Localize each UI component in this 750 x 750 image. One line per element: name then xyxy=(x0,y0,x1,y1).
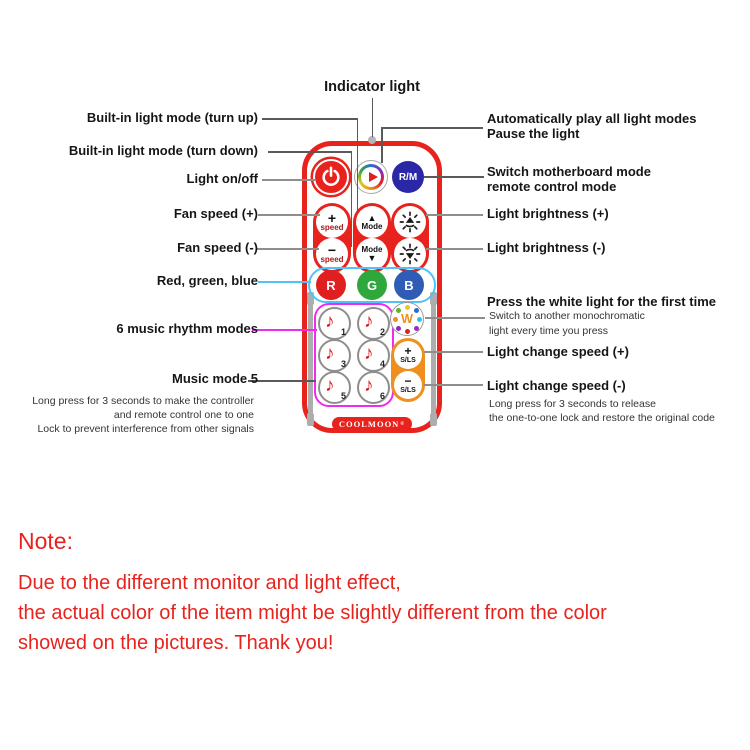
red-button[interactable]: R xyxy=(316,270,346,300)
mode-word: Mode xyxy=(361,244,383,254)
brightness-pill xyxy=(391,203,429,273)
note-line: the actual color of the item might be slightly different from the color xyxy=(18,602,607,624)
connector-line xyxy=(426,248,483,250)
label-light-brightness-plus: Light brightness (+) xyxy=(487,206,609,221)
connector-line xyxy=(357,118,359,213)
speed-word: speed xyxy=(320,254,344,264)
color-dot-icon xyxy=(405,305,410,310)
remote-control xyxy=(302,141,442,433)
fan-speed-plus-button[interactable] xyxy=(316,206,348,238)
rm-mode-button[interactable]: R/M xyxy=(392,161,424,193)
side-grip-left xyxy=(308,299,313,419)
brand-name: COOLMOON xyxy=(338,419,400,429)
indicator-light-label: Indicator light xyxy=(324,79,420,95)
connector-line xyxy=(258,214,320,216)
music-number: 2 xyxy=(379,327,385,337)
brand-logo xyxy=(332,417,412,431)
label-light-change-speed-minus: Light change speed (-) xyxy=(487,378,626,393)
connector-line xyxy=(424,176,484,178)
music-number: 4 xyxy=(379,359,385,369)
music-mode-6-button[interactable] xyxy=(357,371,390,404)
label-auto-play: Automatically play all light modes xyxy=(487,111,697,126)
play-icon xyxy=(369,172,378,182)
arrow-down-icon: ▼ xyxy=(367,252,377,263)
indicator-light xyxy=(368,136,376,144)
white-light-button[interactable] xyxy=(390,302,424,336)
color-dot-icon xyxy=(414,308,419,313)
label-builtin-light-up: Built-in light mode (turn up) xyxy=(86,110,258,125)
color-dot-icon xyxy=(414,326,419,331)
connector-line xyxy=(268,151,352,153)
sls-minus-button[interactable] xyxy=(394,371,422,399)
label-music-mode-5-note-1: Long press for 3 seconds to make the controller xyxy=(32,395,254,407)
label-sls-minus-note-2: the one-to-one lock and restore the original code xyxy=(489,412,715,424)
connector-line xyxy=(258,281,311,283)
music-note-icon: ♪ xyxy=(325,311,335,332)
music-number: 1 xyxy=(340,327,346,337)
music-note-icon: ♪ xyxy=(364,375,374,396)
blue-button[interactable]: B xyxy=(394,270,424,300)
music-number: 6 xyxy=(379,391,385,401)
connector-line xyxy=(351,151,353,247)
label-switch-motherboard: Switch motherboard mode xyxy=(487,164,651,179)
color-dot-icon xyxy=(405,329,410,334)
label-music-mode-5: Music mode 5 xyxy=(172,371,258,386)
note-line: Due to the different monitor and light effect, xyxy=(18,572,401,594)
light-change-speed-pill xyxy=(391,338,425,402)
music-number: 3 xyxy=(340,359,346,369)
connector-line xyxy=(381,127,383,163)
power-icon xyxy=(320,166,342,188)
arrow-up-icon: ▲ xyxy=(367,212,377,223)
label-red-green-blue: Red, green, blue xyxy=(156,273,258,288)
label-light-on-off: Light on/off xyxy=(186,171,258,186)
green-button[interactable]: G xyxy=(357,270,387,300)
brightness-minus-button[interactable] xyxy=(394,238,426,270)
connector-line xyxy=(262,179,315,181)
label-white-light-note-2: light every time you press xyxy=(489,325,609,337)
mode-word: Mode xyxy=(361,221,383,231)
w-label: W xyxy=(401,312,413,326)
mode-up-button[interactable] xyxy=(356,206,388,238)
sls-word: S/LS xyxy=(400,356,416,364)
label-fan-speed-minus: Fan speed (-) xyxy=(177,240,258,255)
connector-line xyxy=(381,127,483,129)
color-dot-icon xyxy=(396,308,401,313)
label-music-mode-5-note-2: and remote control one to one xyxy=(113,409,254,421)
label-fan-speed-plus: Fan speed (+) xyxy=(173,206,258,221)
music-number: 5 xyxy=(340,391,346,401)
connector-line xyxy=(252,329,317,331)
music-mode-2-button[interactable] xyxy=(357,307,390,340)
connector-line xyxy=(424,384,483,386)
label-light-brightness-minus: Light brightness (-) xyxy=(487,240,606,255)
music-note-icon: ♪ xyxy=(364,311,374,332)
music-note-icon: ♪ xyxy=(325,375,335,396)
label-white-light: Press the white light for the first time xyxy=(487,294,716,309)
label-music-rhythm-modes: 6 music rhythm modes xyxy=(116,321,258,336)
music-mode-group xyxy=(314,303,394,407)
color-dot-icon xyxy=(393,317,398,322)
connector-line xyxy=(372,98,374,137)
speed-word: speed xyxy=(320,222,344,232)
connector-line xyxy=(426,214,483,216)
minus-sign: − xyxy=(327,241,337,258)
connector-line xyxy=(425,317,485,319)
plus-sign: + xyxy=(327,209,337,226)
label-white-light-note-1: Switch to another monochromatic xyxy=(489,310,645,322)
music-mode-4-button[interactable] xyxy=(357,339,390,372)
music-mode-1-button[interactable] xyxy=(318,307,351,340)
color-dot-icon xyxy=(417,317,422,322)
connector-line xyxy=(262,118,358,120)
label-remote-control-mode: remote control mode xyxy=(487,179,617,194)
plus-sign: + xyxy=(404,343,412,358)
brightness-up-icon xyxy=(399,211,421,233)
connector-line xyxy=(248,380,316,382)
label-music-mode-5-note-3: Lock to prevent interference from other signals xyxy=(37,423,254,435)
music-mode-5-button[interactable] xyxy=(318,371,351,404)
auto-play-button[interactable] xyxy=(354,160,388,194)
music-mode-3-button[interactable] xyxy=(318,339,351,372)
registered-mark: ® xyxy=(400,421,406,427)
mode-pill xyxy=(353,203,391,273)
label-light-change-speed-plus: Light change speed (+) xyxy=(487,344,629,359)
note-title: Note: xyxy=(18,528,73,554)
music-note-icon: ♪ xyxy=(325,343,335,364)
brightness-down-icon xyxy=(399,243,421,265)
label-pause-light: Pause the light xyxy=(487,126,580,141)
connector-line xyxy=(256,248,319,250)
connector-line xyxy=(424,351,483,353)
color-dot-icon xyxy=(396,326,401,331)
sls-plus-button[interactable] xyxy=(394,341,422,369)
fan-speed-minus-button[interactable] xyxy=(316,238,348,270)
rgb-button-group xyxy=(308,267,436,303)
label-builtin-light-down: Built-in light mode (turn down) xyxy=(68,143,258,158)
mode-down-button[interactable] xyxy=(356,238,388,270)
brightness-plus-button[interactable] xyxy=(394,206,426,238)
minus-sign: − xyxy=(404,373,412,388)
sls-word: S/LS xyxy=(400,386,416,394)
power-button[interactable] xyxy=(313,159,349,195)
note-line: showed on the pictures. Thank you! xyxy=(18,632,334,654)
music-note-icon: ♪ xyxy=(364,343,374,364)
label-sls-minus-note-1: Long press for 3 seconds to release xyxy=(489,398,656,410)
